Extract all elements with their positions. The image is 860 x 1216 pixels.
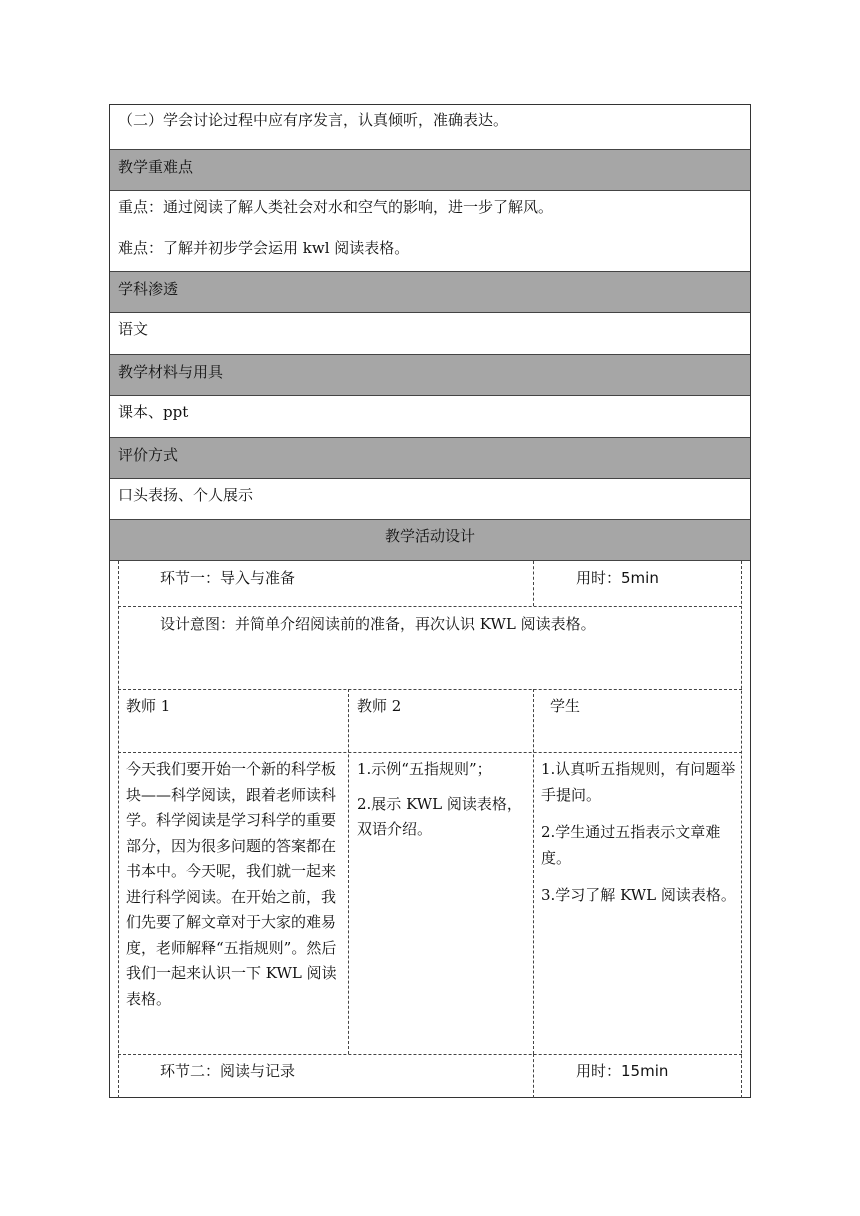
teacher2-content bbox=[357, 757, 529, 843]
dash-after-content bbox=[118, 1054, 742, 1055]
activity-design-heading-row bbox=[110, 519, 750, 561]
activity-inner-table bbox=[118, 561, 742, 1098]
integration-heading-row bbox=[110, 271, 750, 313]
stage2-time: 用时：15min bbox=[576, 1062, 669, 1080]
evaluation-text: 口头表扬、个人展示 bbox=[118, 486, 254, 504]
materials-heading: 教学材料与用具 bbox=[118, 363, 224, 381]
header-student: 学生 bbox=[550, 697, 581, 715]
dash-border-left bbox=[118, 561, 119, 1098]
difficulty-text: 难点：了解并初步学会运用 kwl 阅读表格。 bbox=[118, 239, 410, 257]
dash-border-right bbox=[741, 561, 742, 1098]
teacher2-item: 2.展示 KWL 阅读表格，双语介绍。 bbox=[357, 794, 522, 838]
evaluation-heading: 评价方式 bbox=[118, 446, 179, 464]
materials-text: 课本、ppt bbox=[118, 403, 189, 421]
dash-col-divider-2 bbox=[533, 689, 534, 1054]
teacher1-text: 今天我们要开始一个新的科学板块——科学阅读，跟着老师读科学。科学阅读是学习科学的重要部分，因为很多问题的答案都在书本中。今天呢，我们就一起来进行科学阅读。在开始之前，我们先要了解文章对于大家的难易度，老师解释“五指规则”。然后我们一起来认识一下 KWL 阅读表格。 bbox=[126, 760, 337, 1008]
dash-after-intent bbox=[118, 689, 742, 690]
stage1-time: 用时：5min bbox=[576, 569, 659, 587]
key-points-heading-row bbox=[110, 149, 750, 191]
stage1-title: 环节一：导入与准备 bbox=[160, 569, 296, 587]
focus-text: 重点：通过阅读了解人类社会对水和空气的影响，进一步了解风。 bbox=[118, 198, 554, 216]
lesson-plan-table bbox=[109, 104, 751, 1098]
integration-text: 语文 bbox=[118, 320, 149, 338]
stage1-intent: 设计意图：并简单介绍阅读前的准备，再次认识 KWL 阅读表格。 bbox=[160, 615, 596, 633]
dash-stage1-divider bbox=[533, 561, 534, 606]
header-teacher2: 教师 2 bbox=[357, 697, 402, 715]
integration-body bbox=[110, 313, 750, 354]
evaluation-heading-row bbox=[110, 437, 750, 479]
dash-after-headers bbox=[118, 752, 742, 753]
materials-body bbox=[110, 396, 750, 437]
header-teacher1: 教师 1 bbox=[126, 697, 171, 715]
evaluation-body bbox=[110, 479, 750, 519]
goal-text: （二）学会讨论过程中应有序发言，认真倾听，准确表达。 bbox=[118, 111, 509, 129]
student-item: 1.认真听五指规则，有问题举手提问。 bbox=[541, 760, 736, 804]
student-item: 2.学生通过五指表示文章难度。 bbox=[541, 823, 721, 867]
dash-col-divider-1 bbox=[348, 689, 349, 1054]
teacher2-item: 1.示例“五指规则”； bbox=[357, 760, 492, 778]
student-content bbox=[541, 757, 737, 909]
activity-design-heading: 教学活动设计 bbox=[384, 527, 475, 545]
key-points-heading: 教学重难点 bbox=[118, 158, 194, 176]
dash-stage2-divider bbox=[533, 1054, 534, 1098]
student-item: 3.学习了解 KWL 阅读表格。 bbox=[541, 886, 736, 904]
integration-heading: 学科渗透 bbox=[118, 280, 179, 298]
materials-heading-row bbox=[110, 354, 750, 396]
stage2-title: 环节二：阅读与记录 bbox=[160, 1062, 296, 1080]
dash-after-stage1 bbox=[118, 606, 742, 607]
goal-row bbox=[110, 105, 750, 149]
key-points-body bbox=[110, 191, 750, 271]
